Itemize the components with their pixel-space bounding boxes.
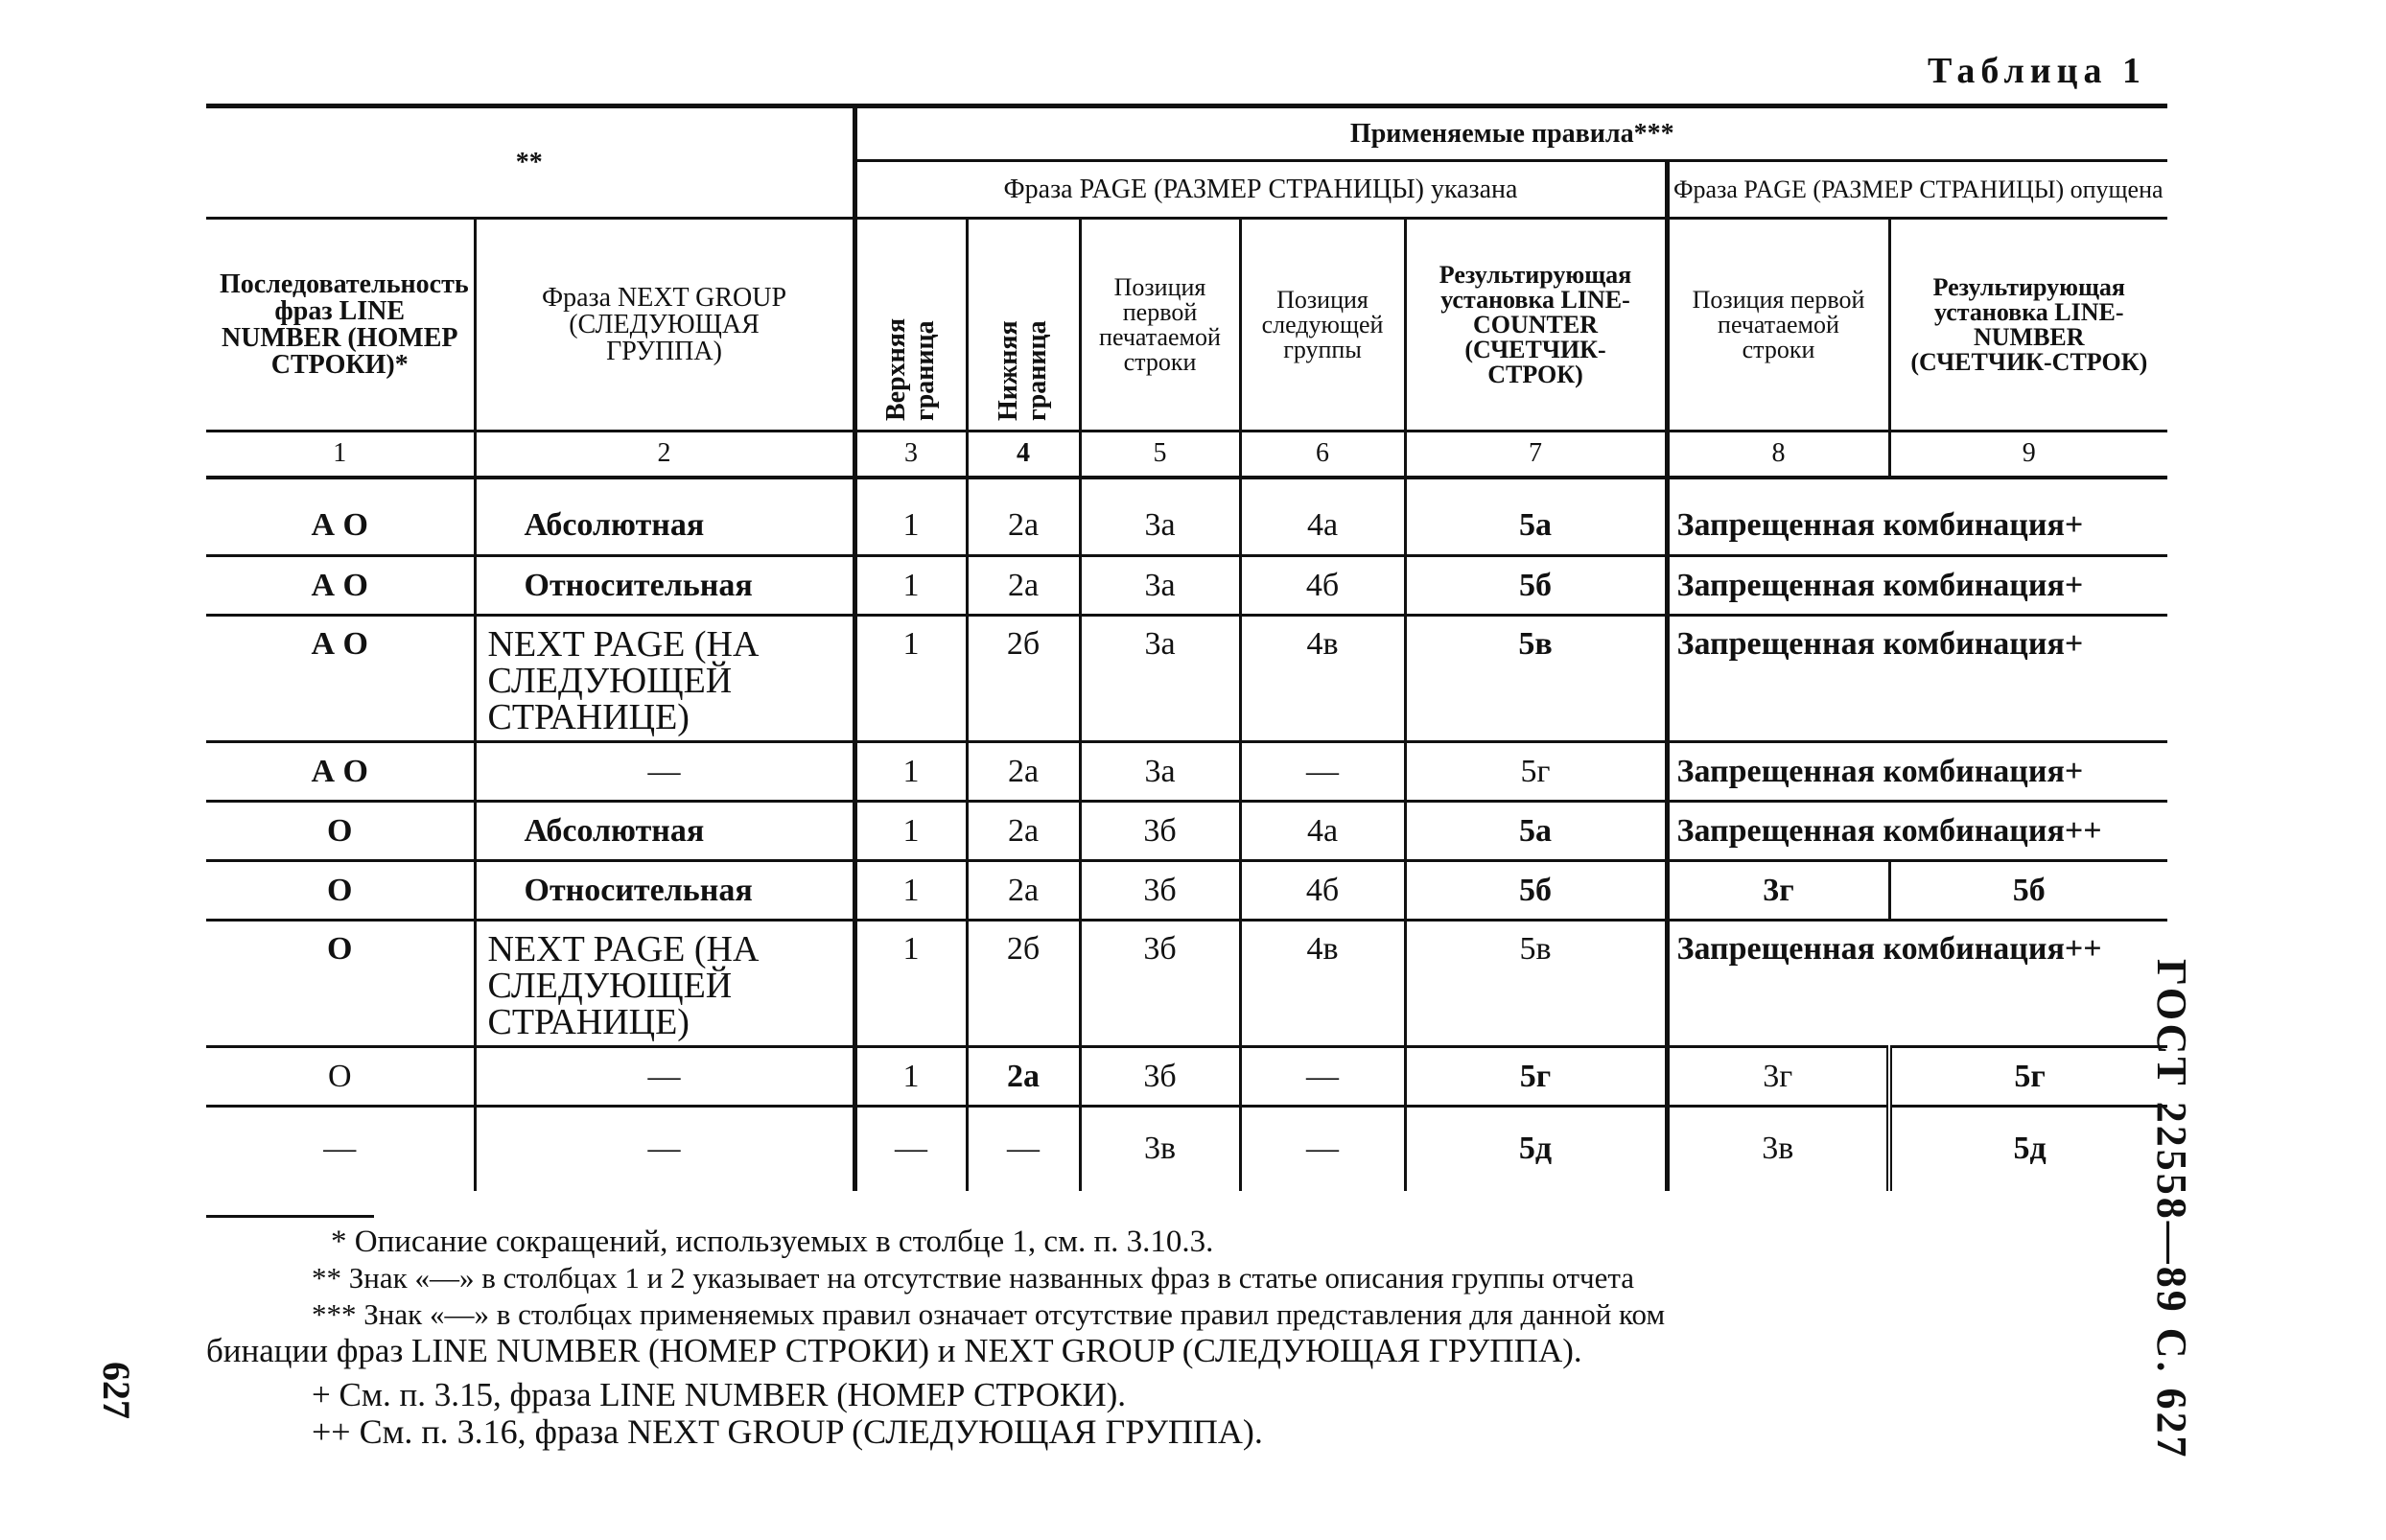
table-title: Таблица 1 — [1928, 51, 2147, 91]
cell-bottom: 2б — [967, 616, 1080, 742]
gost-side-label: ГОСТ 22558—89 С. 627 — [2148, 959, 2195, 1460]
header-col2: Фраза NEXT GROUP (СЛЕДУЮЩАЯ ГРУППА) — [475, 219, 854, 432]
table-row — [206, 1107, 2167, 1191]
cell-top: 1 — [854, 861, 967, 921]
cell-next-group: — — [475, 1107, 854, 1191]
footnote-5: ++ См. п. 3.16, фраза NEXT GROUP (СЛЕДУЮЩАЯ ГРУППА). — [312, 1412, 1263, 1451]
col-number: 3 — [854, 432, 967, 478]
cell-top: 1 — [854, 802, 967, 861]
table-row — [206, 497, 2167, 556]
cell-seq: О — [206, 802, 475, 861]
cell-first-line: 3б — [1080, 802, 1240, 861]
cell-seq: А О — [206, 556, 475, 616]
cell-first-line: 3б — [1080, 1047, 1240, 1107]
cell-seq: О — [206, 921, 475, 1047]
cell-top: 1 — [854, 497, 967, 556]
cell-line-counter: 5а — [1405, 497, 1667, 556]
footnote-3b: бинации фраз LINE NUMBER (НОМЕР СТРОКИ) и NEXT GROUP (СЛЕДУЮЩАЯ ГРУППА). — [206, 1332, 1582, 1369]
cell-top: 1 — [854, 1047, 967, 1107]
cell-next-group-pos: 4в — [1240, 616, 1405, 742]
cell-bottom: 2а — [967, 742, 1080, 802]
cell-next-group: — — [475, 1047, 854, 1107]
col-number: 8 — [1667, 432, 1889, 478]
cell-first-line: 3в — [1080, 1107, 1240, 1191]
col-number: 1 — [206, 432, 475, 478]
cell-top: 1 — [854, 742, 967, 802]
cell-omitted-result: 5б — [1889, 861, 2167, 921]
cell-line-counter: 5г — [1405, 742, 1667, 802]
table-row — [206, 921, 2167, 1047]
rules-table — [206, 104, 2167, 1191]
header-star2: ** — [206, 106, 854, 219]
cell-omitted-first: 3в — [1667, 1107, 1889, 1191]
footnote-4: + См. п. 3.15, фраза LINE NUMBER (НОМЕР СТРОКИ). — [312, 1376, 1127, 1413]
cell-next-group: Абсолютная — [475, 497, 854, 556]
cell-line-counter: 5г — [1405, 1047, 1667, 1107]
cell-line-counter: 5б — [1405, 861, 1667, 921]
cell-first-line: 3б — [1080, 861, 1240, 921]
cell-bottom: 2б — [967, 921, 1080, 1047]
cell-line-counter: 5в — [1405, 616, 1667, 742]
page-number: 627 — [95, 1362, 138, 1419]
cell-bottom: 2а — [967, 556, 1080, 616]
header-col4: Нижняя граница — [994, 319, 1052, 421]
cell-seq: А О — [206, 742, 475, 802]
col-number: 5 — [1080, 432, 1240, 478]
cell-bottom: 2а — [967, 861, 1080, 921]
header-applied-rules: Применяемые правила*** — [854, 106, 2167, 161]
header-col1: Последовательность фраз LINE NUMBER (НОМЕР СТРОКИ)* — [206, 219, 475, 432]
cell-next-group: — — [475, 742, 854, 802]
cell-next-group-pos: 4в — [1240, 921, 1405, 1047]
col-number: 4 — [967, 432, 1080, 478]
header-col5: Позиция первой печатаемой строки — [1080, 219, 1240, 432]
cell-seq: О — [206, 1047, 475, 1107]
header-page-omitted: Фраза PAGE (РАЗМЕР СТРАНИЦЫ) опущена — [1667, 161, 2167, 219]
cell-top: 1 — [854, 556, 967, 616]
cell-next-group-pos: 4а — [1240, 802, 1405, 861]
header-col9: Результирующая установка LINE-NUMBER (СЧЕТЧИК-СТРОК) — [1889, 219, 2167, 432]
cell-line-counter: 5б — [1405, 556, 1667, 616]
cell-next-group-pos: — — [1240, 1047, 1405, 1107]
table-row — [206, 742, 2167, 802]
cell-omitted: Запрещенная комбинация++ — [1667, 802, 2167, 861]
col-number: 7 — [1405, 432, 1667, 478]
cell-top: — — [854, 1107, 967, 1191]
cell-next-group-pos: 4б — [1240, 556, 1405, 616]
col-number: 9 — [1889, 432, 2167, 478]
cell-top: 1 — [854, 616, 967, 742]
cell-omitted-first: 3г — [1667, 1047, 1889, 1107]
cell-omitted: Запрещенная комбинация+ — [1667, 616, 2167, 742]
header-col7: Результирующая установка LINE-COUNTER (СЧЕТЧИК-СТРОК) — [1405, 219, 1667, 432]
header-col8: Позиция первой печатаемой строки — [1667, 219, 1889, 432]
header-col3: Верхняя граница — [881, 317, 940, 421]
cell-seq: — — [323, 1131, 357, 1167]
header-col6: Позиция следующей группы — [1240, 219, 1405, 432]
cell-next-group: Относительная — [475, 861, 854, 921]
cell-next-group: NEXT PAGE (НА СЛЕДУЮЩЕЙ СТРАНИЦЕ) — [475, 616, 854, 742]
cell-omitted-first: 3г — [1667, 861, 1889, 921]
cell-next-group: Относительная — [475, 556, 854, 616]
column-number-row — [206, 432, 2167, 478]
cell-bottom: 2а — [967, 1047, 1080, 1107]
footnote-2: ** Знак «—» в столбцах 1 и 2 указывает на отсутствие названных фраз в статье описания группы отчета — [312, 1261, 1635, 1295]
col-number: 6 — [1240, 432, 1405, 478]
cell-top: 1 — [854, 921, 967, 1047]
table-row — [206, 616, 2167, 742]
cell-line-counter: 5в — [1405, 921, 1667, 1047]
footnote-1: * Описание сокращений, используемых в столбце 1, см. п. 3.10.3. — [331, 1225, 1214, 1259]
cell-next-group-pos: 4а — [1240, 497, 1405, 556]
cell-first-line: 3б — [1080, 921, 1240, 1047]
cell-omitted-result: 5д — [1889, 1107, 2167, 1191]
cell-next-group-pos: — — [1240, 1107, 1405, 1191]
cell-seq: А О — [206, 616, 475, 742]
table-row — [206, 861, 2167, 921]
footnote-rule — [206, 1215, 374, 1218]
cell-first-line: 3а — [1080, 497, 1240, 556]
cell-first-line: 3а — [1080, 742, 1240, 802]
cell-next-group: Абсолютная — [475, 802, 854, 861]
table-row — [206, 556, 2167, 616]
cell-omitted-result: 5г — [1889, 1047, 2167, 1107]
cell-omitted: Запрещенная комбинация+ — [1667, 556, 2167, 616]
cell-line-counter: 5а — [1405, 802, 1667, 861]
cell-next-group-pos: 4б — [1240, 861, 1405, 921]
cell-next-group: NEXT PAGE (НА СЛЕДУЮЩЕЙ СТРАНИЦЕ) — [475, 921, 854, 1047]
table-row — [206, 1047, 2167, 1107]
cell-next-group-pos: — — [1240, 742, 1405, 802]
cell-omitted: Запрещенная комбинация+ — [1667, 742, 2167, 802]
cell-seq: О — [206, 861, 475, 921]
header-page-specified: Фраза PAGE (РАЗМЕР СТРАНИЦЫ) указана — [854, 161, 1667, 219]
cell-bottom: — — [967, 1107, 1080, 1191]
cell-bottom: 2а — [967, 497, 1080, 556]
cell-omitted: Запрещенная комбинация+ — [1667, 497, 2167, 556]
cell-seq: А О — [206, 497, 475, 556]
cell-first-line: 3а — [1080, 616, 1240, 742]
cell-line-counter: 5д — [1405, 1107, 1667, 1191]
col-number: 2 — [475, 432, 854, 478]
cell-omitted: Запрещенная комбинация++ — [1667, 921, 2167, 1047]
table-row — [206, 802, 2167, 861]
cell-bottom: 2а — [967, 802, 1080, 861]
cell-first-line: 3а — [1080, 556, 1240, 616]
footnote-3a: *** Знак «—» в столбцах применяемых правил означает отсутствие правил представления для данной ком — [312, 1297, 1666, 1331]
